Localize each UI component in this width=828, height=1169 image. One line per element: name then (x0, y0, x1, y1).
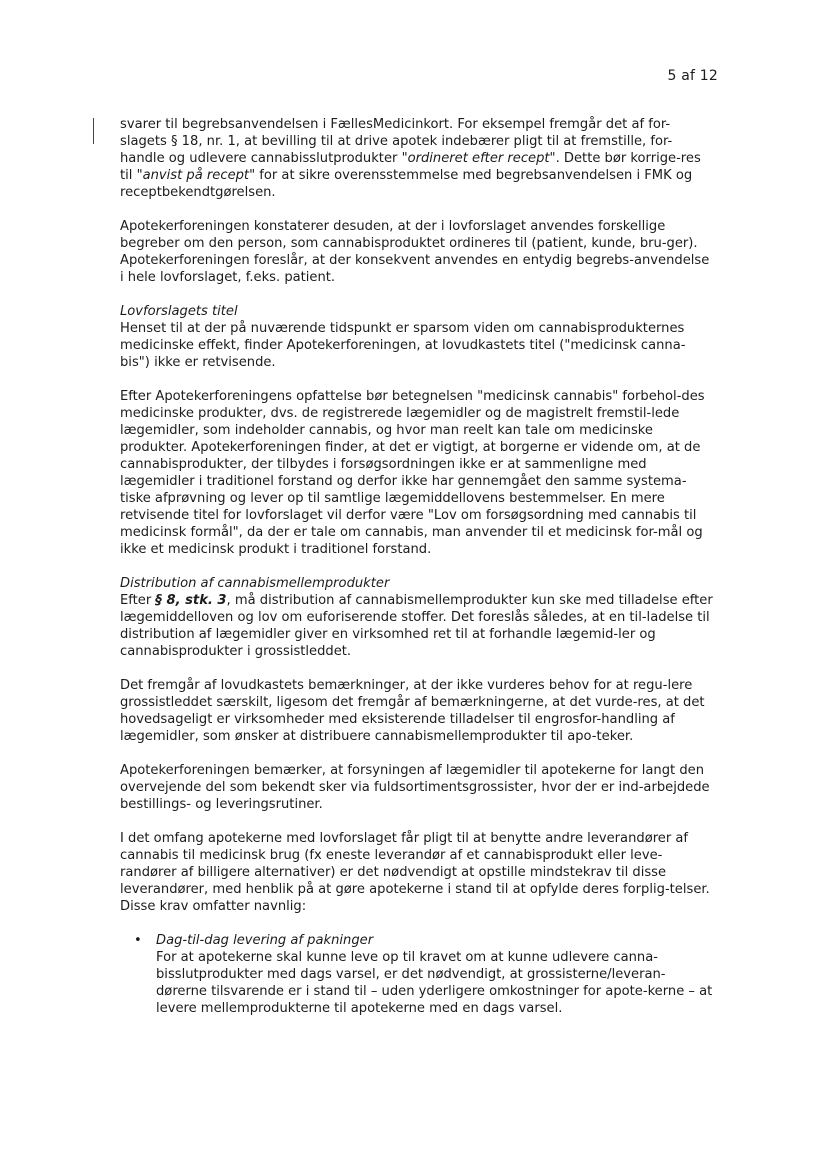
page-number: 5 af 12 (667, 68, 718, 84)
section-heading-titel: Lovforslagets titel (120, 304, 238, 319)
paragraph-2: Apotekerforeningen konstaterer desuden, at der i lovforslaget anvendes forskellige begreber om den person, som cannabisproduktet ordineres til (patient, kunde, bru-ger). Apotekerforeningen foreslår, at der konsekvent anvendes en entydig begrebs-anvendelse i hele lovforslaget, f.eks. patient. (120, 219, 710, 285)
margin-revision-bar (93, 118, 94, 144)
bullet-icon: • (134, 933, 142, 948)
quote-ordineret-efter-recept: "ordineret efter recept" (401, 151, 556, 166)
paragraph-1-text-c: . Dette bør korrige-res til (120, 151, 701, 183)
section-heading-distribution: Distribution af cannabismellemprodukter (120, 576, 390, 591)
paragraph-5-text-a: Efter (120, 593, 156, 608)
list-item (134, 932, 715, 1017)
paragraph-7: Apotekerforeningen bemærker, at forsyningen af lægemidler til apotekerne for langt den overvejende del som bekendt sker via fuldsortimentsgrossister, hvor der er ind-arbejdede bestillings- og leveringsrutiner. (120, 763, 710, 812)
paragraph-8: I det omfang apotekerne med lovforslaget får pligt til at benytte andre leverandører af cannabis til medicinsk brug (fx eneste leverandør af et cannabisprodukt eller leve-randører af billigere alternativer) er det nødvendigt at opstille mindstekrav til disse leverandører, med henblik på at gøre apotekerne i stand til at opfylde deres forplig-telser. Disse krav omfatter navnlig: (120, 831, 710, 914)
paragraph-1-text-a: svarer til begrebsanvendelsen i FællesMedicinkort. For eksempel fremgår det af for-slagets § 18, nr. 1, at bevilling til at drive apotek indebærer pligt til at fremstille, for-handle og udlevere cannabisslutprodukter (120, 117, 673, 166)
paragraph-6: Det fremgår af lovudkastets bemærkninger, at der ikke vurderes behov for at regu-lere grossistleddet særskilt, ligesom det fremgår af bemærkningerne, at det vurde-res, at det hovedsageligt er virksomheder med eksisterende tilladelser til engrosfor-handling af lægemidler, som ønsker at distribuere cannabismellemprodukter til apo-teker. (120, 678, 705, 744)
paragraph-1-text-e: for at sikre overensstemmelse med begrebsanvendelsen i FMK og receptbekendtgørelsen. (120, 168, 693, 200)
paragraph-5 (120, 592, 715, 660)
paragraph-3: Henset til at der på nuværende tidspunkt er sparsom viden om cannabisprodukternes medicinske effekt, finder Apotekerforeningen, at lovudkastets titel ("medicinsk canna-bis") ikke er retvisende. (120, 321, 686, 370)
document-body (120, 116, 715, 1017)
paragraph-4: Efter Apotekerforeningens opfattelse bør betegnelsen "medicinsk cannabis" forbehol-des medicinske produkter, dvs. de registrerede lægemidler og de magistrelt fremstil-lede lægemidler, som indeholder cannabis, og hvor man reelt kan tale om medicinske produkter. Apotekerforeningen finder, at det er vigtigt, at borgerne er vidende om, at de cannabisprodukter, der tilbydes i forsøgsordningen ikke er at sammenligne med lægemidler i traditionel forstand og derfor ikke har gennemgået den samme systema-tiske afprøvning og lever op til samtlige lægemiddellovens bestemmelser. En mere retvisende titel for lovforslaget vil derfor være "Lov om forsøgsordning med cannabis til medicinsk formål", da der er tale om cannabis, man anvender til et medicinsk for-mål og ikke et medicinsk produkt i traditionel forstand. (120, 389, 705, 557)
paragraph-5-text-c: , må distribution af cannabismellemprodukter kun ske med tilladelse efter lægemiddelloven og lov om euforiserende stoffer. Det foreslås således, at en til-ladelse til distribution af lægemidler giver en virksomhed ret til at forhandle lægemid-ler og cannabisprodukter i grossistleddet. (120, 593, 713, 659)
requirements-list (134, 932, 715, 1017)
list-item-text: For at apotekerne skal kunne leve op til kravet om at kunne udlevere canna-bisslutprodukter med dags varsel, er det nødvendigt, at grossisterne/leveran-dørerne tilsvarende er i stand til – uden yderligere omkostninger for apote-kerne – at levere mellemprodukterne til apotekerne med en dags varsel. (156, 950, 713, 1016)
quote-anvist-paa-recept: "anvist på recept" (136, 168, 256, 183)
paragraph-1 (120, 116, 715, 201)
section-reference: § 8, stk. 3 (155, 593, 227, 608)
list-item-title: Dag-til-dag levering af pakninger (156, 933, 374, 948)
